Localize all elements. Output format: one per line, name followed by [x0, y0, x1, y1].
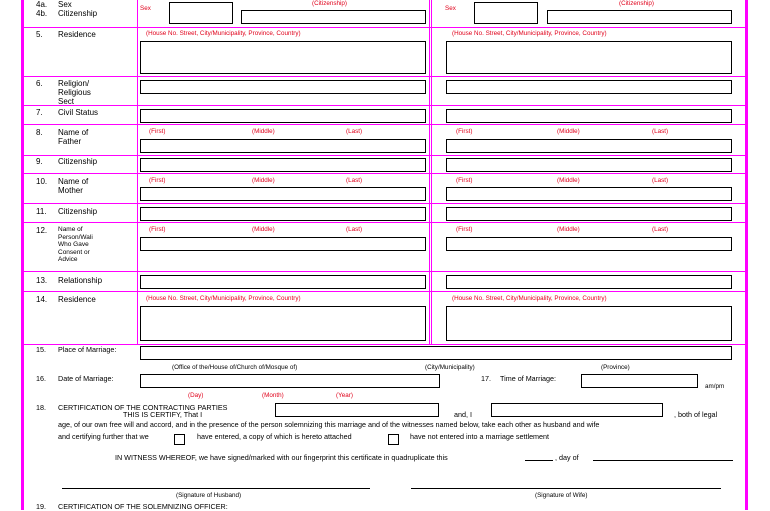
row-label-residence: Residence: [58, 30, 96, 39]
row-label-religion: Religion/ Religious Sect: [58, 79, 91, 106]
sex-hint-husband: Sex: [140, 5, 151, 12]
date-of-marriage-field[interactable]: [140, 374, 440, 388]
settlement-entered-checkbox[interactable]: [174, 434, 185, 445]
row-divider: [24, 203, 745, 204]
row-label-father: Name of Father: [58, 128, 89, 146]
month-hint: (Month): [262, 392, 284, 399]
first-hint: (First): [149, 226, 166, 233]
husband-signature-line[interactable]: [62, 488, 370, 489]
wife-signature-caption: (Signature of Wife): [535, 492, 588, 499]
certify-text: THIS IS CERTIFY, That I: [123, 410, 203, 419]
witness-day-line[interactable]: [525, 460, 553, 461]
wife-residence-field[interactable]: [446, 41, 732, 74]
last-hint: (Last): [652, 226, 669, 233]
time-of-marriage-label: Time of Marriage:: [500, 374, 557, 383]
citizenship-hint-wife: (Citizenship): [619, 0, 654, 7]
middle-hint: (Middle): [252, 226, 275, 233]
and-i-text: and, I: [454, 410, 472, 419]
row-label-sex-citizenship: Sex Citizenship: [58, 0, 98, 18]
first-hint: (First): [149, 128, 166, 135]
label-column-divider: [137, 0, 138, 344]
middle-hint: (Middle): [252, 128, 275, 135]
row-number: 12.: [36, 226, 48, 235]
row-number: 9.: [36, 157, 43, 166]
row-label-father-citizenship: Citizenship: [58, 157, 98, 166]
row-number: 16.: [36, 374, 46, 383]
citizenship-hint-husband: (Citizenship): [312, 0, 347, 7]
row-number: 13.: [36, 276, 48, 285]
row-number: 11.: [36, 207, 47, 216]
middle-hint: (Middle): [252, 177, 275, 184]
row-number: 10.: [36, 177, 48, 186]
middle-hint: (Middle): [557, 128, 580, 135]
row-divider: [24, 291, 745, 292]
row-label-mother-citizenship: Citizenship: [58, 207, 98, 216]
husband-relationship-field[interactable]: [140, 275, 426, 289]
wife-certify-name-field[interactable]: [491, 403, 663, 417]
wife-citizenship-field[interactable]: [547, 10, 732, 24]
wife-consent-residence-field[interactable]: [446, 306, 732, 341]
wife-consent-person-field[interactable]: [446, 237, 732, 251]
husband-wife-divider: [429, 0, 430, 344]
place-city-hint: (City/Municipality): [425, 364, 475, 371]
day-hint: (Day): [188, 392, 204, 399]
wife-religion-field[interactable]: [446, 80, 732, 94]
row-label-relationship: Relationship: [58, 276, 103, 285]
row-label-consent-residence: Residence: [58, 295, 96, 304]
husband-citizenship-field[interactable]: [241, 10, 426, 24]
husband-religion-field[interactable]: [140, 80, 426, 94]
row-divider: [24, 271, 745, 272]
year-hint: (Year): [336, 392, 353, 399]
row-label-mother: Name of Mother: [58, 177, 89, 195]
place-of-marriage-field[interactable]: [140, 346, 732, 360]
solemnizing-officer-title: CERTIFICATION OF THE SOLEMNIZING OFFICER:: [58, 502, 228, 511]
last-hint: (Last): [346, 226, 363, 233]
am-pm-label: am/pm: [705, 383, 725, 390]
form-border-right: [745, 0, 748, 510]
row-number: 14.: [36, 295, 48, 304]
row-divider: [24, 344, 745, 345]
row-number: 19.: [36, 502, 46, 511]
middle-hint: (Middle): [557, 177, 580, 184]
husband-signature-caption: (Signature of Husband): [176, 492, 242, 499]
husband-mother-citizenship-field[interactable]: [140, 207, 426, 221]
row-number: 4a. 4b.: [36, 0, 48, 18]
row-divider: [24, 173, 745, 174]
settlement-not-entered-checkbox[interactable]: [388, 434, 399, 445]
sex-hint-wife: Sex: [445, 5, 456, 12]
date-of-marriage-label: Date of Marriage:: [58, 374, 114, 383]
place-office-hint: (Office of the/House of/Church of/Mosque of): [172, 364, 298, 371]
husband-mother-name-field[interactable]: [140, 187, 426, 201]
address-hint-husband: (House No. Street, City/Municipality, Province, Country): [146, 295, 301, 302]
husband-father-name-field[interactable]: [140, 139, 426, 153]
wife-sex-field[interactable]: [474, 2, 538, 24]
last-hint: (Last): [346, 177, 363, 184]
wife-relationship-field[interactable]: [446, 275, 732, 289]
husband-residence-field[interactable]: [140, 41, 426, 74]
husband-wife-divider-2: [431, 0, 432, 344]
certification-body-line: age, of our own free will and accord, and in the presence of the person solemnizing this marriage and of the witnesses named below, take each other as husband and wife: [58, 420, 600, 429]
row-number: 5.: [36, 30, 43, 39]
settlement-text-1: and certifying further that we: [58, 432, 149, 441]
place-of-marriage-label: Place of Marriage:: [58, 345, 117, 354]
first-hint: (First): [456, 226, 473, 233]
wife-father-citizenship-field[interactable]: [446, 158, 732, 172]
address-hint-wife: (House No. Street, City/Municipality, Province, Country): [452, 30, 607, 37]
address-hint-wife: (House No. Street, City/Municipality, Province, Country): [452, 295, 607, 302]
husband-sex-field[interactable]: [169, 2, 233, 24]
day-of-text: , day of: [555, 453, 579, 462]
husband-civil-status-field[interactable]: [140, 109, 426, 123]
wife-father-name-field[interactable]: [446, 139, 732, 153]
row-number: 18.: [36, 403, 46, 412]
wife-mother-citizenship-field[interactable]: [446, 207, 732, 221]
witness-text: IN WITNESS WHEREOF, we have signed/marked with our fingerprint this certificate in quadruplicate this: [115, 453, 448, 462]
wife-civil-status-field[interactable]: [446, 109, 732, 123]
row-number: 8.: [36, 128, 43, 137]
husband-consent-residence-field[interactable]: [140, 306, 426, 341]
middle-hint: (Middle): [557, 226, 580, 233]
row-divider: [24, 222, 745, 223]
row-divider: [24, 105, 745, 106]
husband-father-citizenship-field[interactable]: [140, 158, 426, 172]
wife-signature-line[interactable]: [411, 488, 721, 489]
row-number: 17.: [481, 374, 491, 383]
settlement-text-3: have not entered into a marriage settlement: [410, 432, 550, 441]
row-divider: [24, 27, 745, 28]
row-divider: [24, 124, 745, 125]
time-of-marriage-field[interactable]: [581, 374, 698, 388]
husband-consent-person-field[interactable]: [140, 237, 426, 251]
last-hint: (Last): [346, 128, 363, 135]
first-hint: (First): [456, 128, 473, 135]
row-divider: [24, 76, 745, 77]
witness-month-line[interactable]: [593, 460, 733, 461]
row-label-civil-status: Civil Status: [58, 108, 99, 117]
first-hint: (First): [149, 177, 166, 184]
last-hint: (Last): [652, 177, 669, 184]
address-hint-husband: (House No. Street, City/Municipality, Province, Country): [146, 30, 301, 37]
husband-certify-name-field[interactable]: [275, 403, 439, 417]
wife-mother-name-field[interactable]: [446, 187, 732, 201]
first-hint: (First): [456, 177, 473, 184]
row-number: 6.: [36, 79, 43, 88]
place-province-hint: (Province): [601, 364, 630, 371]
row-number: 7.: [36, 108, 43, 117]
last-hint: (Last): [652, 128, 669, 135]
row-divider: [24, 155, 745, 156]
legal-age-text: , both of legal: [674, 410, 718, 419]
row-number: 15.: [36, 345, 46, 354]
row-label-consent-person: Name of Person/Wali Who Gave Consent or Advice: [58, 226, 93, 263]
settlement-text-2: have entered, a copy of which is hereto attached: [197, 432, 352, 441]
certification-title: CERTIFICATION OF THE CONTRACTING PARTIES: [58, 403, 228, 412]
